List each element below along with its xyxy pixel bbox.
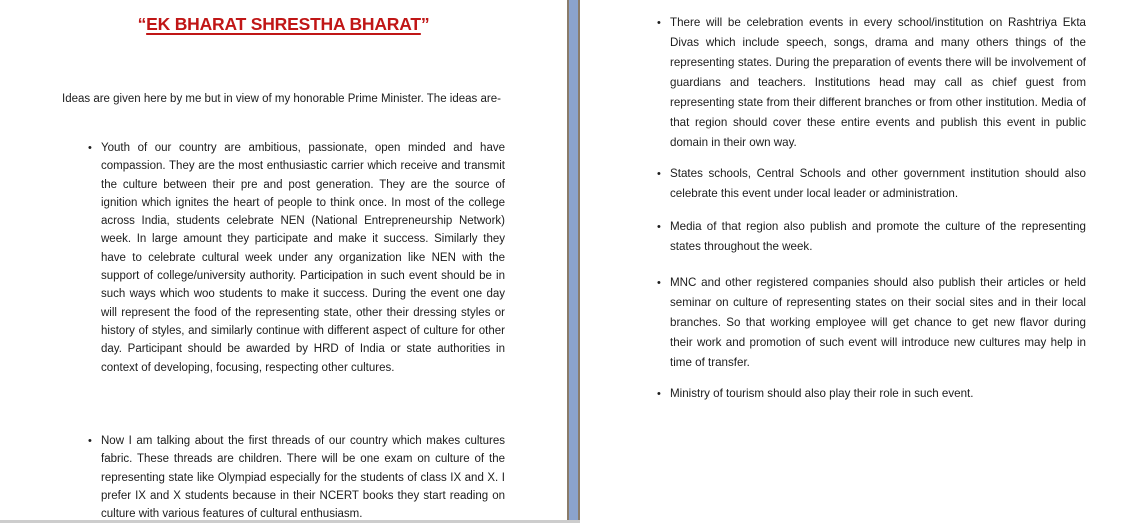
page-2[interactable] [580,0,1147,523]
bullet-icon: • [657,221,661,233]
bullet-icon: • [657,277,661,289]
document-title [0,14,567,35]
bullet-item [657,164,1086,204]
title-close-quote: ” [420,14,430,34]
intro-paragraph: Ideas are given here by me but in view of my honorable Prime Minister. The ideas are- [62,93,501,105]
bullet-text: Media of that region also publish and promote the culture of the representing states throughout the week. [670,220,1086,253]
bullet-item [88,432,505,523]
bullet-item [657,273,1086,373]
bullet-text: There will be celebration events in every school/institution on Rashtriya Ekta Divas which include speech, songs, drama and many others things of the representing states. During the preparation of events there will be involvement of guardians and teachers. Institutions head may call as chief guest from representing state from their different branches or from other institution. Media of that region should cover these entire events and publish this event in public domain in their own way. [670,16,1086,149]
bullet-item [657,13,1086,153]
title-text: EK BHARAT SHRESTHA BHARAT [146,14,421,34]
page-gap-divider [567,0,580,523]
bullet-icon: • [657,168,661,180]
bullet-text: Youth of our country are ambitious, passionate, open minded and have compassion. They are the most enthusiastic carrier which receive and transmit the culture between their pre and post generation. They are the source of ignition which ignites the heart of people to think once. In most of the college across India, students celebrate NEN (National Entrepreneurship Network) week. In large amount they participate and make it success. Similarly they have to celebrate cultural week under any organization like NEN with the support of college/university authority. Participation in such event should be in such ways which woo students to make it success. During the event one day will represent the food of the representing state, other their dressing styles or history of styles, and similarly continue with different aspect of culture for other day. Participant should be awarded by HRD of India or state authorities in context of developing, focusing, respecting other cultures. [101,142,505,374]
bullet-icon: • [657,17,661,29]
bullet-icon: • [88,435,92,447]
title-open-quote: “ [137,14,147,34]
bullet-text: States schools, Central Schools and other government institution should also celebrate this event under local leader or administration. [670,167,1086,200]
bullet-text: Now I am talking about the first threads of our country which makes cultures fabric. These threads are children. There will be one exam on culture of the representing state like Olympiad especially for the students of class IX and X. I prefer IX and X students because in their NCERT books they start reading on culture with various features of cultural enthusiasm. [101,435,505,521]
bullet-item [657,384,1086,404]
bullet-text: Ministry of tourism should also play their role in such event. [670,387,974,400]
bullet-icon: • [88,142,92,154]
bullet-item [88,139,505,377]
bullet-icon: • [657,388,661,400]
page-1[interactable] [0,0,567,523]
bullet-text: MNC and other registered companies should also publish their articles or held seminar on culture of representing states on their social sites and in their local branches. So that working employee will get chance to get new flavor during their work and promotion of such event will introduce new cultures may help in time of transfer. [670,276,1086,369]
bullet-item [657,217,1086,257]
